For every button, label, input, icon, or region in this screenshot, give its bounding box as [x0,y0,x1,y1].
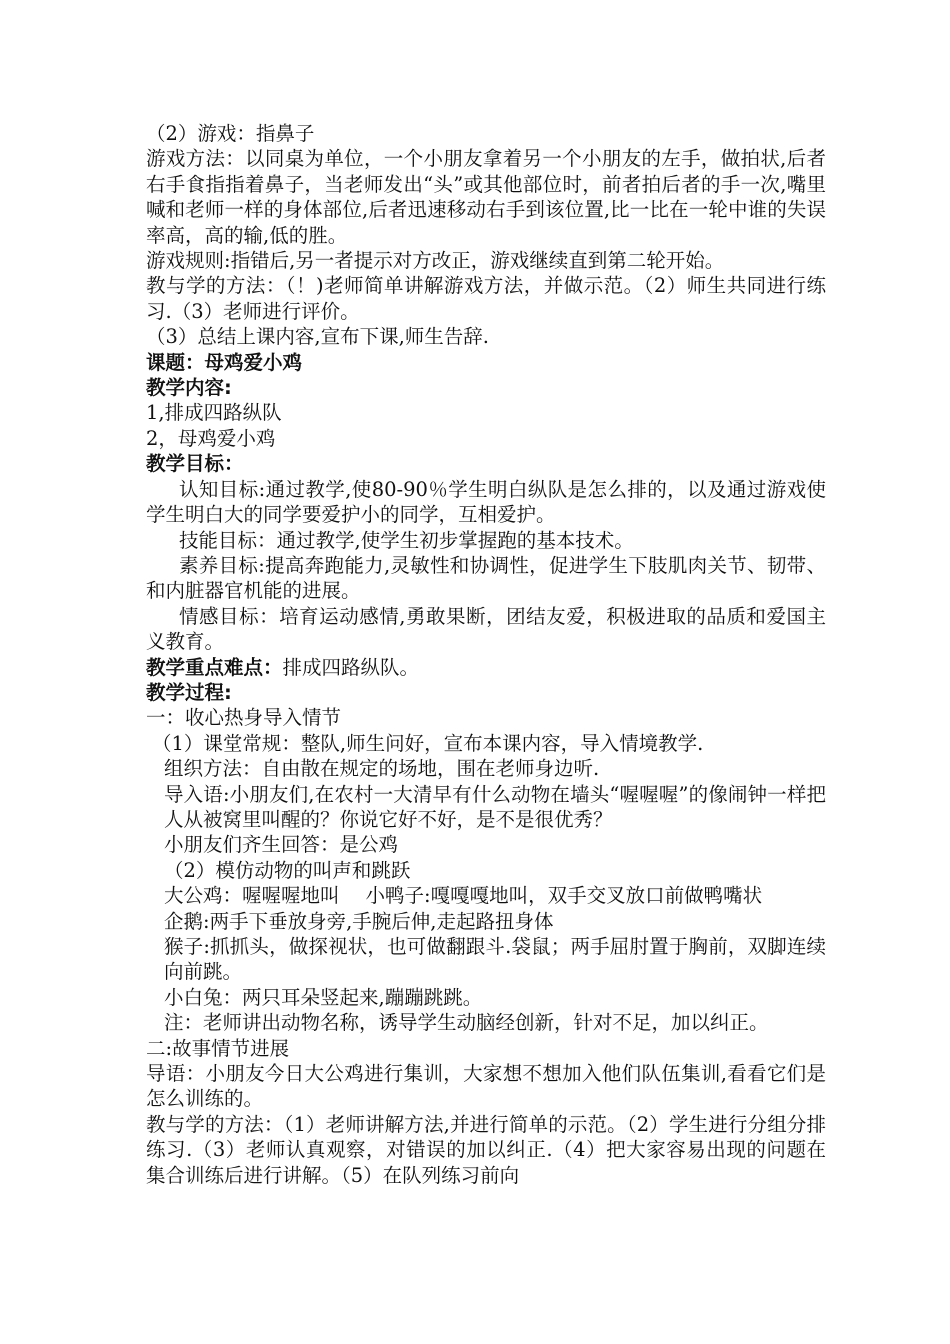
section-2-title: 二:故事情节进展 [146,1036,290,1060]
key-difficulty-text: 排成四路纵队。 [282,655,420,679]
section-1-note: 注：老师讲出动物名称，诱导学生动脑经创新，针对不足，加以纠正。 [164,1011,769,1035]
process-heading: 教学过程: [146,680,232,704]
content-item-2: 2，母鸡爱小鸡 [146,426,276,450]
goal-quality: 素养目标:提高奔跑能力,灵敏性和协调性，促进学生下肢肌肉关节、韧带、和内脏器官机能的进展。 [146,553,826,603]
game-method-paragraph: 游戏方法：以同桌为单位，一个小朋友拿着另一个小朋友的左手，做拍状,后者右手食指指着鼻子，当老师发出“头”或其他部位时，前者拍后者的手一次,嘴里喊和老师一样的身体部位,后者迅速移动右手到该位置,比一比在一轮中谁的失误率高，高的输,低的胜。 [146,147,826,247]
key-difficulty-line [146,655,826,680]
goal-skill: 技能目标：通过教学,使学生初步掌握跑的基本技术。 [179,528,634,552]
section-1-rooster-duck [146,883,826,908]
topic-heading: 课题：母鸡爱小鸡 [146,350,303,374]
section-1-imitate: （2）模仿动物的叫声和跳跃 [164,858,411,882]
section-2-method: 教与学的方法：（1）老师讲解方法,并进行简单的示范。（2）学生进行分组分排练习.（3）老师认真观察，对错误的加以纠正.（4）把大家容易出现的问题在集合训练后进行讲解。（5）在队列练习前向 [146,1112,826,1187]
summary-line: （3）总结上课内容,宣布下课,师生告辞. [146,325,490,349]
section-1-penguin: 企鹅:两手下垂放身旁,手腕后伸,走起路扭身体 [164,909,554,933]
goal-cognitive: 认知目标:通过教学,使80-90％学生明白纵队是怎么排的，以及通过游戏使学生明白大的同学要爱护小的同学，互相爱护。 [146,477,826,527]
goal-heading: 教学目标： [146,452,244,476]
game-rules-paragraph: 游戏规则:指错后,另一者提示对方改正，游戏继续直到第二轮开始。 [146,249,725,273]
section-2-intro: 导语：小朋友今日大公鸡进行集训，大家想不想加入他们队伍集训,看看它们是怎么训练的。 [146,1062,826,1111]
section-1-organize: 组织方法：自由散在规定的场地，围在老师身边听. [164,757,600,781]
content-item-1: 1,排成四路纵队 [146,401,282,425]
duck-text: 小鸭子:嘎嘎嘎地叫，双手交叉放口前做鸭嘴状 [365,884,763,908]
rooster-text: 大公鸡：喔喔喔地叫 [164,884,340,908]
game-title-line: （2）游戏：指鼻子 [146,122,315,145]
section-1-answer: 小朋友们齐生回答：是公鸡 [164,833,399,857]
content-heading: 教学内容: [146,376,232,400]
section-1-intro: 导入语:小朋友们,在农村一大清早有什么动物在墙头“喔喔喔”的像闹钟一样把人从被窝里叫醒的？你说它好不好，是不是很优秀？ [164,782,826,831]
section-1-rabbit: 小白兔：两只耳朵竖起来,蹦蹦跳跳。 [164,985,483,1009]
teach-method-paragraph: 教与学的方法：（！)老师简单讲解游戏方法，并做示范。（2）师生共同进行练习.（3）老师进行评价。 [146,274,826,323]
document-page [146,121,826,1188]
section-1-routine: （1）课堂常规：整队,师生问好，宣布本课内容，导入情境教学. [152,731,704,755]
key-difficulty-heading: 教学重点难点： [146,655,283,679]
section-1-title: 一：收心热身导入情节 [146,706,342,730]
goal-emotion: 情感目标：培育运动感情,勇敢果断，团结友爱，积极进取的品质和爱国主义教育。 [146,604,826,654]
section-1-monkey: 猴子:抓抓头，做探视状，也可做翻跟斗.袋鼠；两手屈肘置于胸前，双脚连续向前跳。 [164,935,826,984]
